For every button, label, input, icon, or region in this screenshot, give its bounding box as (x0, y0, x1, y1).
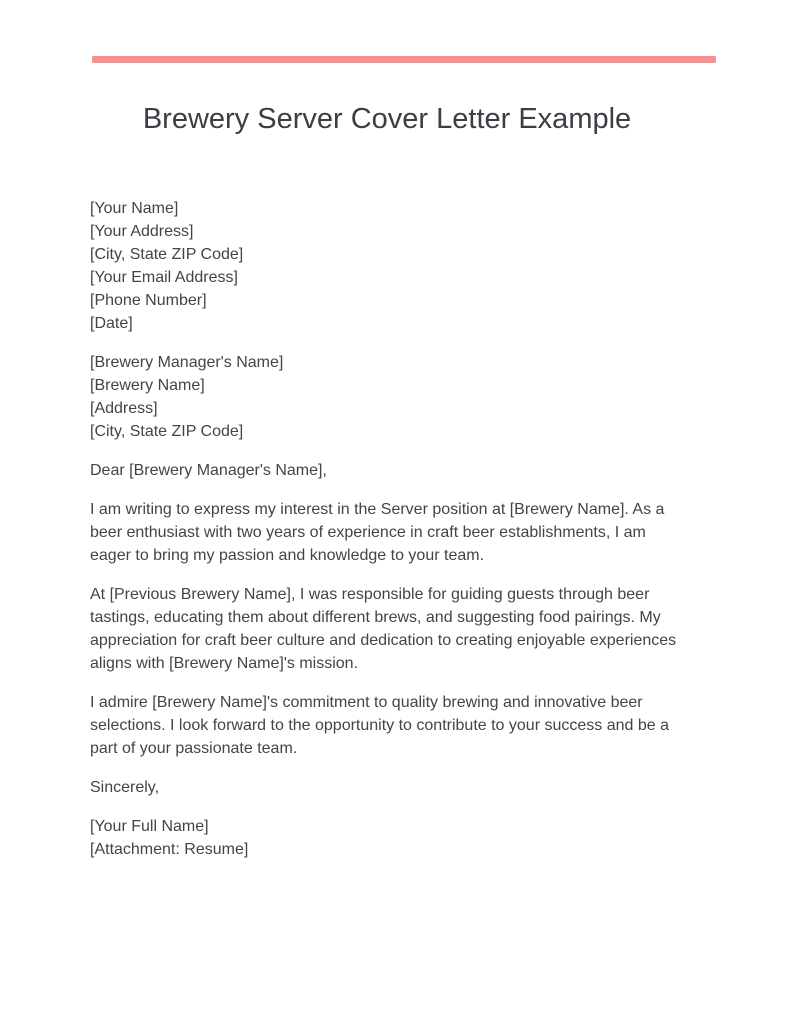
body-paragraph-2: At [Previous Brewery Name], I was responsible for guiding guests through beer tastings, educating them about different brews, and suggesting food pairings. My appreciation for craft beer culture and dedication to creating enjoyable experiences aligns with [Brewery Name]'s mission. (90, 586, 677, 672)
sender-name: [Your Name] (90, 200, 179, 217)
body-paragraph-3: I admire [Brewery Name]'s commitment to quality brewing and innovative beer selections. I look forward to the opportunity to contribute to your success and be a part of your passionate team. (90, 694, 669, 757)
recipient-address-block (90, 351, 690, 443)
recipient-company: [Brewery Name] (90, 377, 205, 394)
letter-date: [Date] (90, 315, 133, 332)
sender-address: [Your Address] (90, 223, 194, 240)
top-accent-bar (92, 56, 716, 63)
closing: Sincerely, (90, 779, 160, 796)
sender-email: [Your Email Address] (90, 269, 238, 286)
page-title: Brewery Server Cover Letter Example (142, 103, 632, 135)
sender-phone: [Phone Number] (90, 292, 207, 309)
recipient-city-state-zip: [City, State ZIP Code] (90, 423, 244, 440)
recipient-address: [Address] (90, 400, 158, 417)
sender-city-state-zip: [City, State ZIP Code] (90, 246, 244, 263)
body-paragraph-1: I am writing to express my interest in the Server position at [Brewery Name]. As a beer enthusiast with two years of experience in craft beer establishments, I am eager to bring my passion and knowledge to your team. (90, 501, 665, 564)
attachment-note: [Attachment: Resume] (90, 841, 249, 858)
recipient-manager-name: [Brewery Manager's Name] (90, 354, 284, 371)
cover-letter-body (90, 197, 690, 877)
signature-name: [Your Full Name] (90, 818, 209, 835)
salutation: Dear [Brewery Manager's Name], (90, 462, 327, 479)
sender-address-block (90, 197, 690, 335)
signature-block (90, 815, 690, 861)
